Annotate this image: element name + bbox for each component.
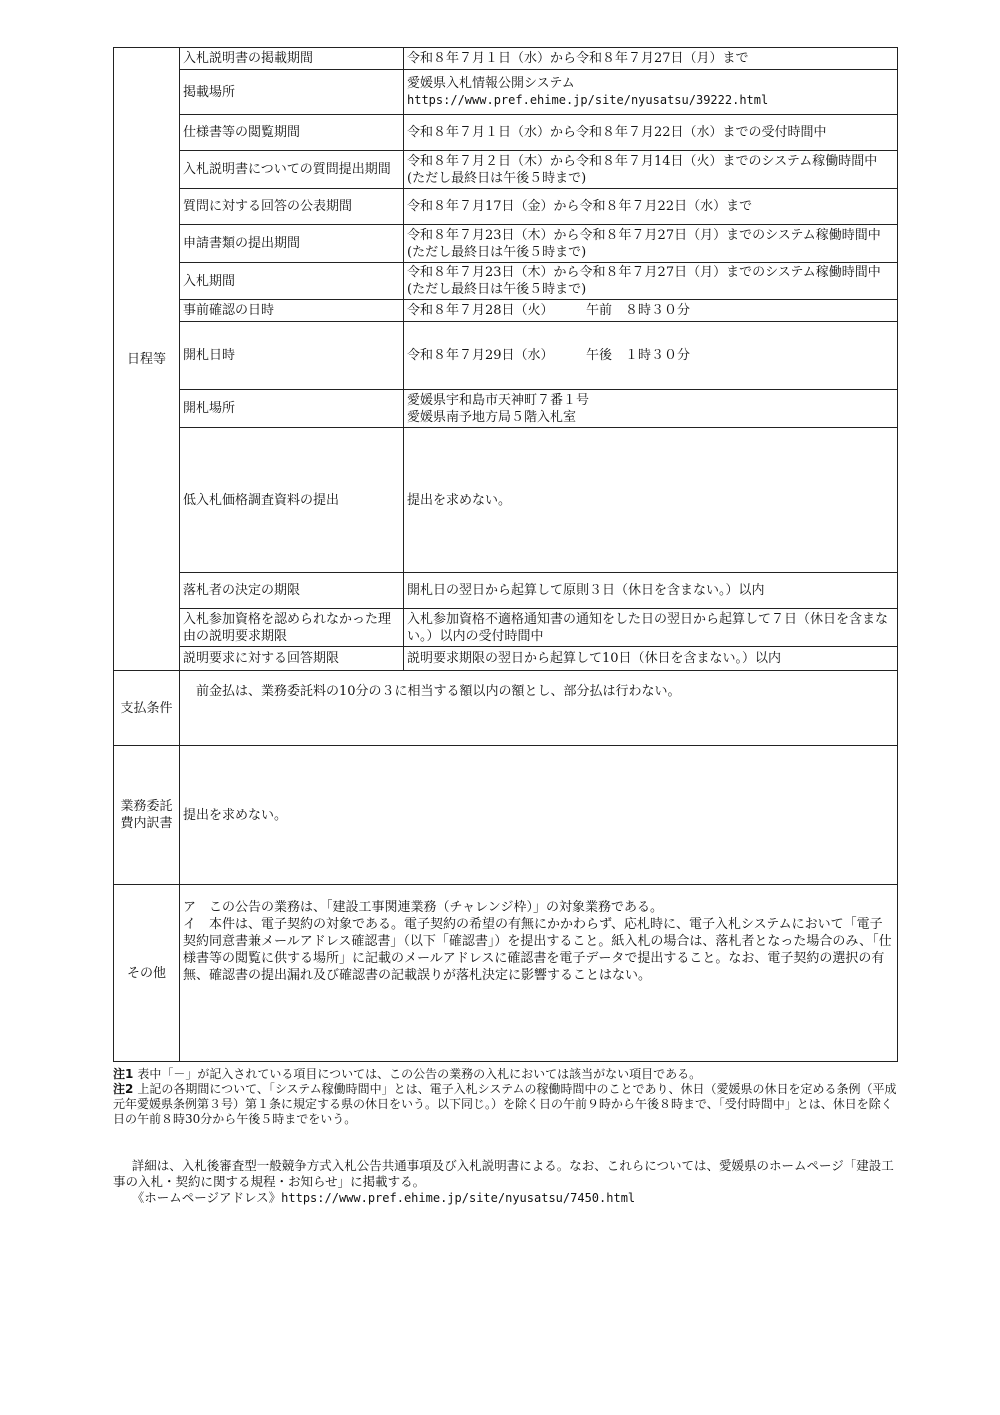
table-row (114, 573, 898, 609)
note-text: 上記の各期間について、「システム稼働時間中」とは、電子入札システムの稼働時間中のことであり、休日（愛媛県の休日を定める条例（平成元年愛媛県条例第３号）第１条に規定する県の休日をいう。以下同じ。）を除く日の午前９時から午後８時まで、「受付時間中」とは、休日を除く日の午前８時30分から午後５時までをいう。 (113, 1082, 897, 1126)
table-row (114, 609, 898, 647)
row-label: 低入札価格調査資料の提出 (180, 428, 404, 573)
system-url-link[interactable]: https://www.pref.ehime.jp/site/nyusatsu/39222.html (407, 93, 769, 107)
row-value: 開札日の翌日から起算して原則３日（休日を含まない。）以内 (404, 573, 898, 609)
row-value: 令和８年７月28日（火） 午前 ８時３０分 (404, 300, 898, 322)
row-value: 令和８年７月１日（水）から令和８年７月22日（水）までの受付時間中 (404, 115, 898, 151)
table-row (114, 48, 898, 70)
table-row (114, 428, 898, 573)
table-row (114, 225, 898, 263)
row-label: 落札者の決定の期限 (180, 573, 404, 609)
notes-section (113, 1067, 903, 1127)
footer-section (113, 1158, 903, 1206)
table-row (114, 263, 898, 300)
footer-url-label: 《ホームページアドレス》 (131, 1190, 282, 1205)
note-tag: 注2 (113, 1082, 134, 1096)
row-value: 令和８年７月17日（金）から令和８年７月22日（水）まで (404, 189, 898, 225)
row-value: 愛媛県宇和島市天神町７番１号 愛媛県南予地方局５階入札室 (404, 390, 898, 428)
row-label: 仕様書等の閲覧期間 (180, 115, 404, 151)
table-row (114, 70, 898, 115)
other-label: その他 (114, 885, 180, 1062)
cost-breakdown-value: 提出を求めない。 (180, 746, 898, 885)
row-label: 開札日時 (180, 322, 404, 390)
row-value (404, 70, 898, 115)
row-label: 掲載場所 (180, 70, 404, 115)
footer-text: 詳細は、入札後審査型一般競争方式入札公告共通事項及び入札説明書による。なお、これらについては、愛媛県のホームページ「建設工事の入札・契約に関する規程・お知らせ」に掲載する。 (113, 1158, 894, 1189)
row-label: 開札場所 (180, 390, 404, 428)
note-tag: 注1 (113, 1067, 134, 1081)
payment-row (114, 671, 898, 746)
payment-label: 支払条件 (114, 671, 180, 746)
notice-details-table (113, 47, 898, 1062)
row-value: 令和８年７月23日（木）から令和８年７月27日（月）までのシステム稼働時間中(ただし最終日は午後５時まで) (404, 225, 898, 263)
row-value: 入札参加資格不適格通知書の通知をした日の翌日から起算して７日（休日を含まない。）以内の受付時間中 (404, 609, 898, 647)
table-row (114, 300, 898, 322)
footer-url-link[interactable]: https://www.pref.ehime.jp/site/nyusatsu/7450.html (281, 1191, 636, 1205)
other-value: ア この公告の業務は、「建設工事関連業務（チャレンジ枠）」の対象業務である。 イ 本件は、電子契約の対象である。電子契約の希望の有無にかかわらず、応札時に、電子入札システムにおいて「電子契約同意書兼メールアドレス確認書」（以下「確認書」）を提出すること。紙入札の場合は、落札者となった場合のみ、「仕様書等の閲覧に供する場所」に記載のメールアドレスに確認書を電子データで提出すること。なお、電子契約の選択の有無、確認書の提出漏れ及び確認書の記載誤りが落札決定に影響することはない。 (180, 885, 898, 1062)
row-value: 令和８年７月２日（木）から令和８年７月14日（火）までのシステム稼働時間中(ただし最終日は午後５時まで) (404, 151, 898, 189)
row-value: 令和８年７月23日（木）から令和８年７月27日（月）までのシステム稼働時間中(ただし最終日は午後５時まで) (404, 263, 898, 300)
row-value: 令和８年７月29日（水） 午後 １時３０分 (404, 322, 898, 390)
row-label: 入札期間 (180, 263, 404, 300)
schedule-section-label: 日程等 (114, 48, 180, 671)
table-row (114, 647, 898, 671)
row-label: 質問に対する回答の公表期間 (180, 189, 404, 225)
row-value: 説明要求期限の翌日から起算して10日（休日を含まない。）以内 (404, 647, 898, 671)
note-text: 表中「－」が記入されている項目については、この公告の業務の入札においては該当がない項目である。 (137, 1067, 702, 1081)
table-row (114, 189, 898, 225)
table-row (114, 322, 898, 390)
row-label: 説明要求に対する回答期限 (180, 647, 404, 671)
row-label: 事前確認の日時 (180, 300, 404, 322)
other-row (114, 885, 898, 1062)
row-label: 入札参加資格を認められなかった理由の説明要求期限 (180, 609, 404, 647)
row-label: 申請書類の提出期間 (180, 225, 404, 263)
table-row (114, 390, 898, 428)
note-item (113, 1067, 903, 1082)
system-name: 愛媛県入札情報公開システム (407, 76, 575, 91)
cost-breakdown-row (114, 746, 898, 885)
payment-value: 前金払は、業務委託料の10分の３に相当する額以内の額とし、部分払は行わない。 (180, 671, 898, 746)
row-label: 入札説明書の掲載期間 (180, 48, 404, 70)
row-label: 入札説明書についての質問提出期間 (180, 151, 404, 189)
footer-url-line (113, 1190, 903, 1206)
table-row (114, 115, 898, 151)
row-value: 提出を求めない。 (404, 428, 898, 573)
cost-breakdown-label: 業務委託費内訳書 (114, 746, 180, 885)
row-value: 令和８年７月１日（水）から令和８年７月27日（月）まで (404, 48, 898, 70)
table-row (114, 151, 898, 189)
note-item (113, 1082, 903, 1127)
